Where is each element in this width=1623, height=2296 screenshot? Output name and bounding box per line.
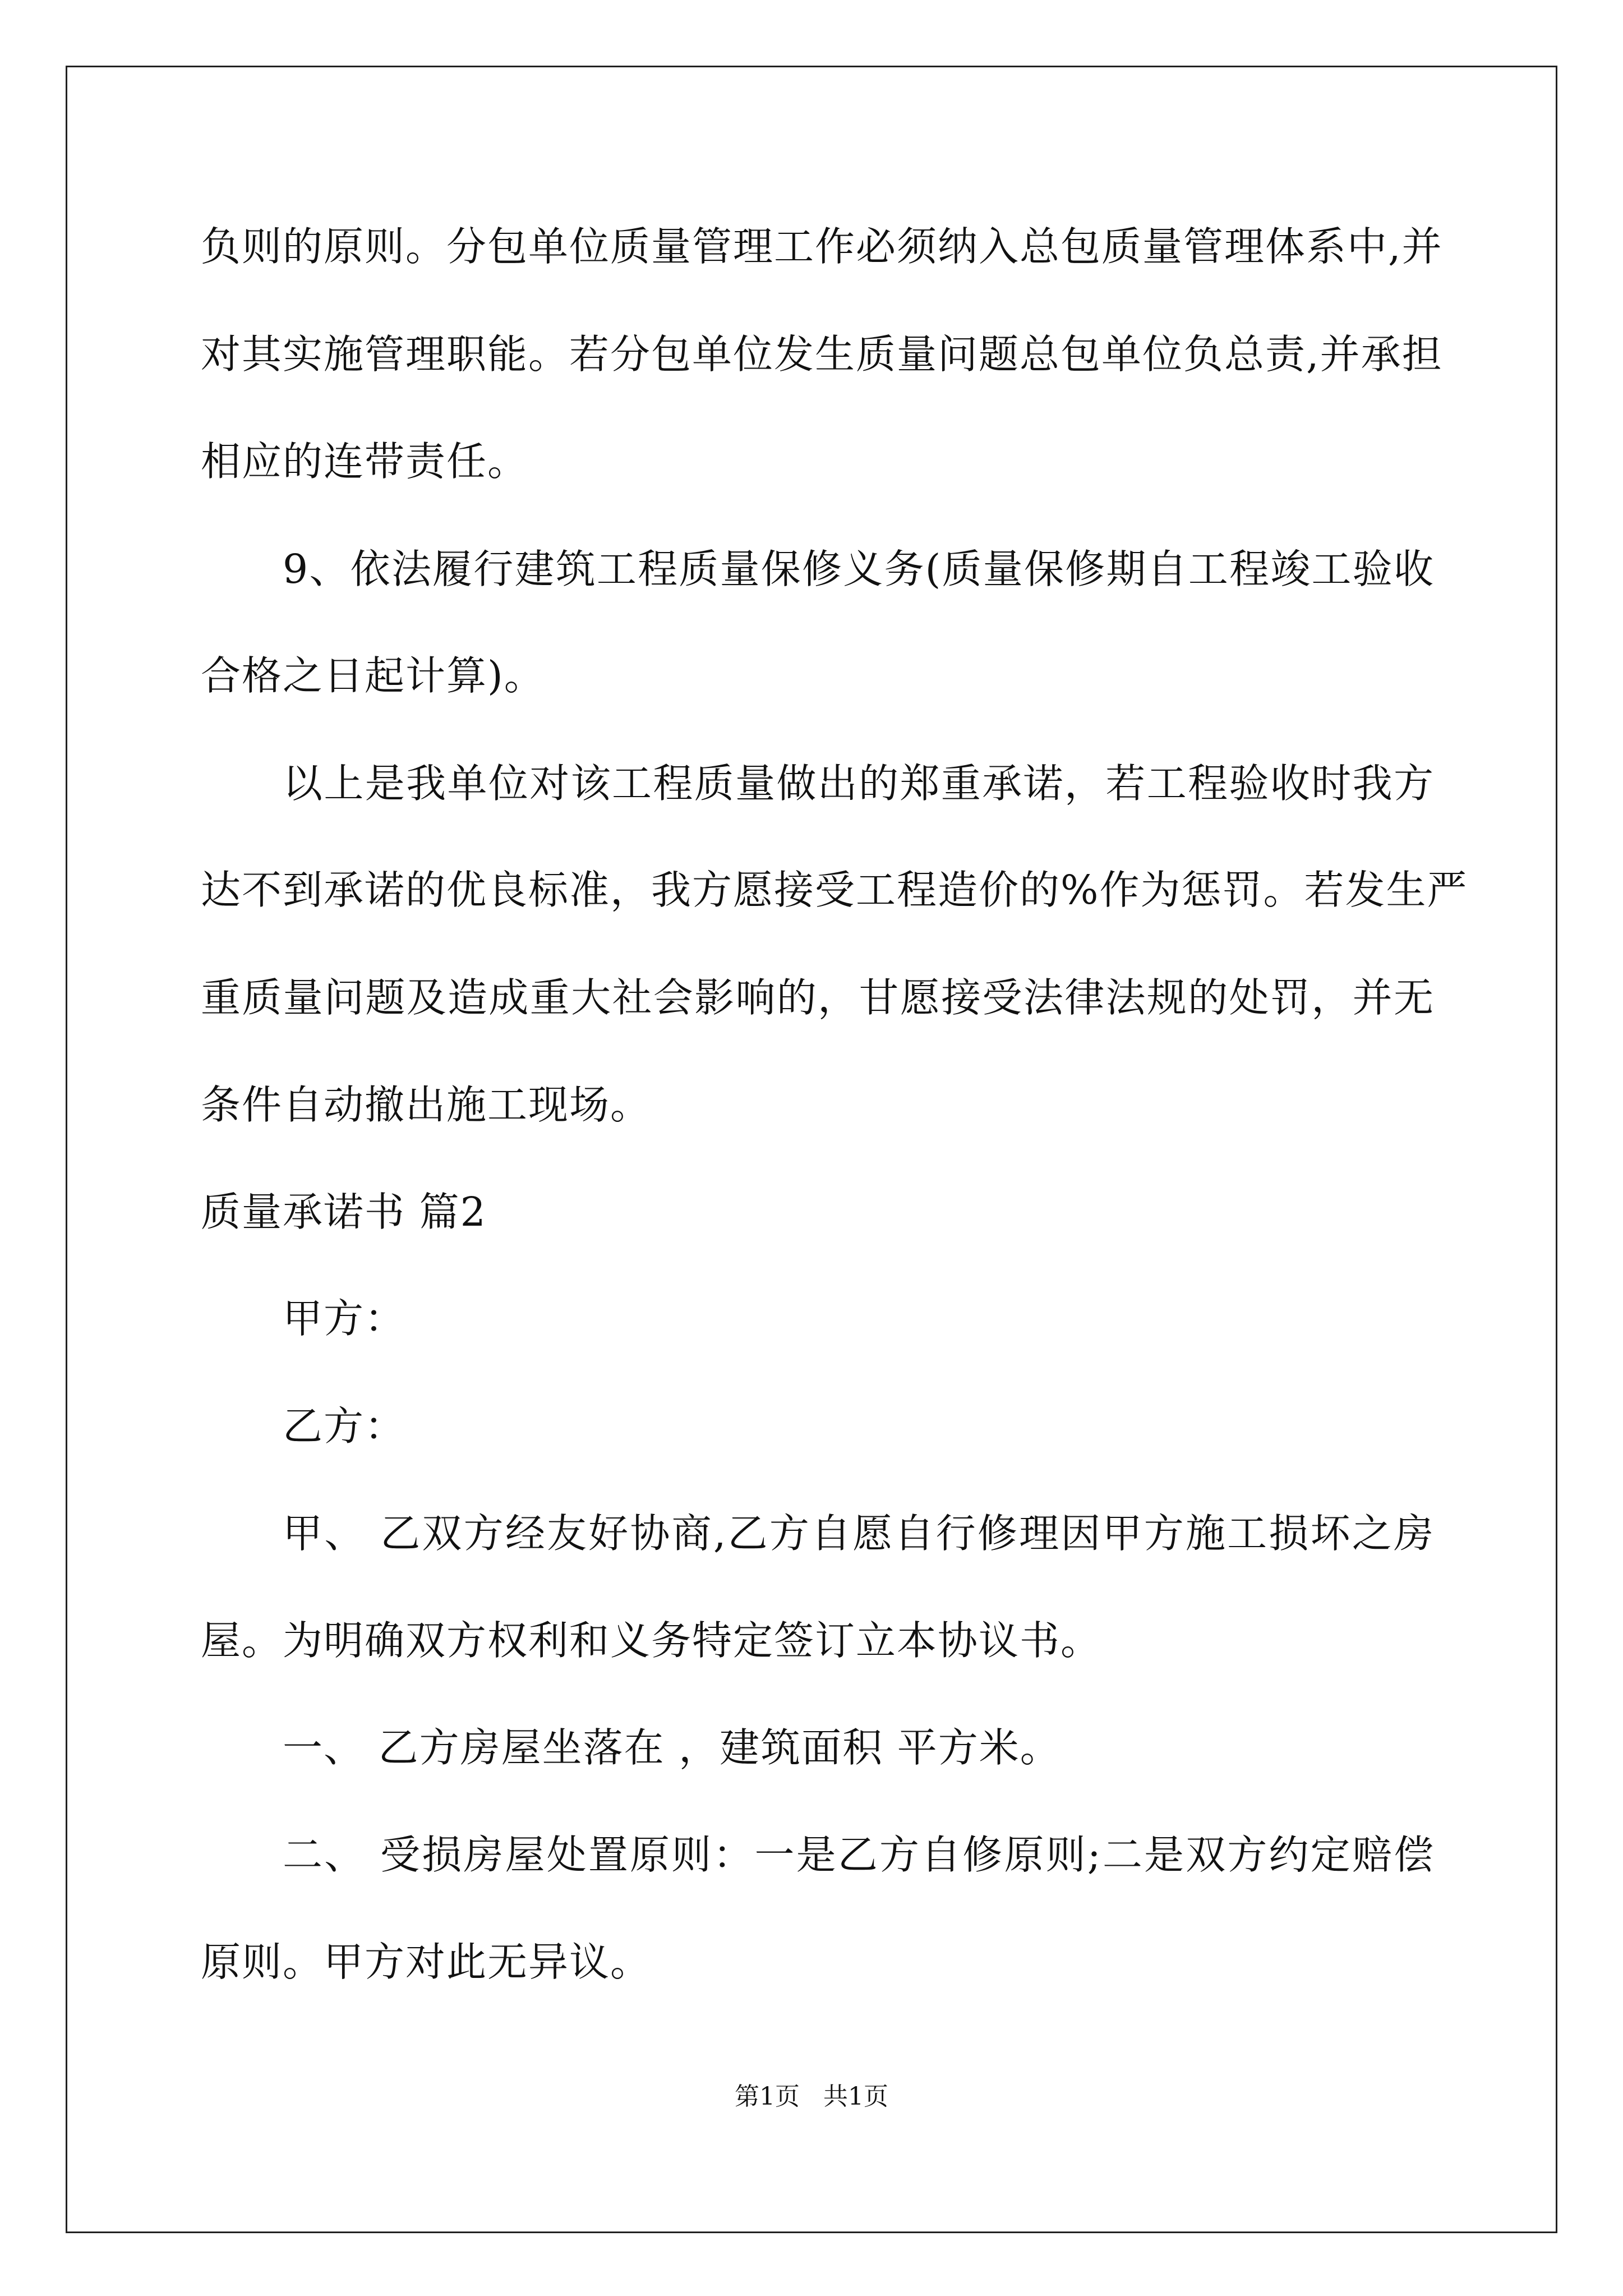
text-line: 屋。为明确双方权利和义务特定签订立本协议书。 bbox=[201, 1617, 1102, 1664]
text-line: 二、 受损房屋处置原则：一是乙方自修原则;二是双方约定赔偿 bbox=[283, 1832, 1435, 1878]
text-line: 合格之日起计算)。 bbox=[201, 652, 545, 699]
text-line: 条件自动撤出施工现场。 bbox=[201, 1082, 652, 1128]
text-line: 对其实施管理职能。若分包单位发生质量问题总包单位负总责,并承担 bbox=[201, 331, 1443, 378]
text-line: 负则的原则。分包单位质量管理工作必须纳入总包质量管理体系中,并 bbox=[201, 223, 1443, 270]
text-line: 相应的连带责任。 bbox=[201, 438, 529, 485]
text-line: 原则。甲方对此无异议。 bbox=[201, 1939, 652, 1985]
section-heading: 质量承诺书 篇2 bbox=[201, 1189, 487, 1235]
page-number-footer: 第1页 共1页 bbox=[735, 2082, 888, 2111]
page-border bbox=[66, 66, 1557, 2233]
text-line: 甲、 乙双方经友好协商,乙方自愿自行修理因甲方施工损坏之房 bbox=[283, 1510, 1435, 1557]
party-b-label: 乙方： bbox=[283, 1403, 406, 1450]
text-line: 以上是我单位对该工程质量做出的郑重承诺，若工程验收时我方 bbox=[283, 760, 1435, 807]
text-line: 9、依法履行建筑工程质量保修义务(质量保修期自工程竣工验收 bbox=[283, 546, 1435, 592]
text-line: 达不到承诺的优良标准，我方愿接受工程造价的%作为惩罚。若发生严 bbox=[201, 867, 1468, 913]
text-line: 一、 乙方房屋坐落在 ，建筑面积 平方米。 bbox=[283, 1724, 1061, 1771]
text-line: 重质量问题及造成重大社会影响的，甘愿接受法律法规的处罚，并无 bbox=[201, 974, 1435, 1021]
party-a-label: 甲方： bbox=[283, 1295, 406, 1342]
